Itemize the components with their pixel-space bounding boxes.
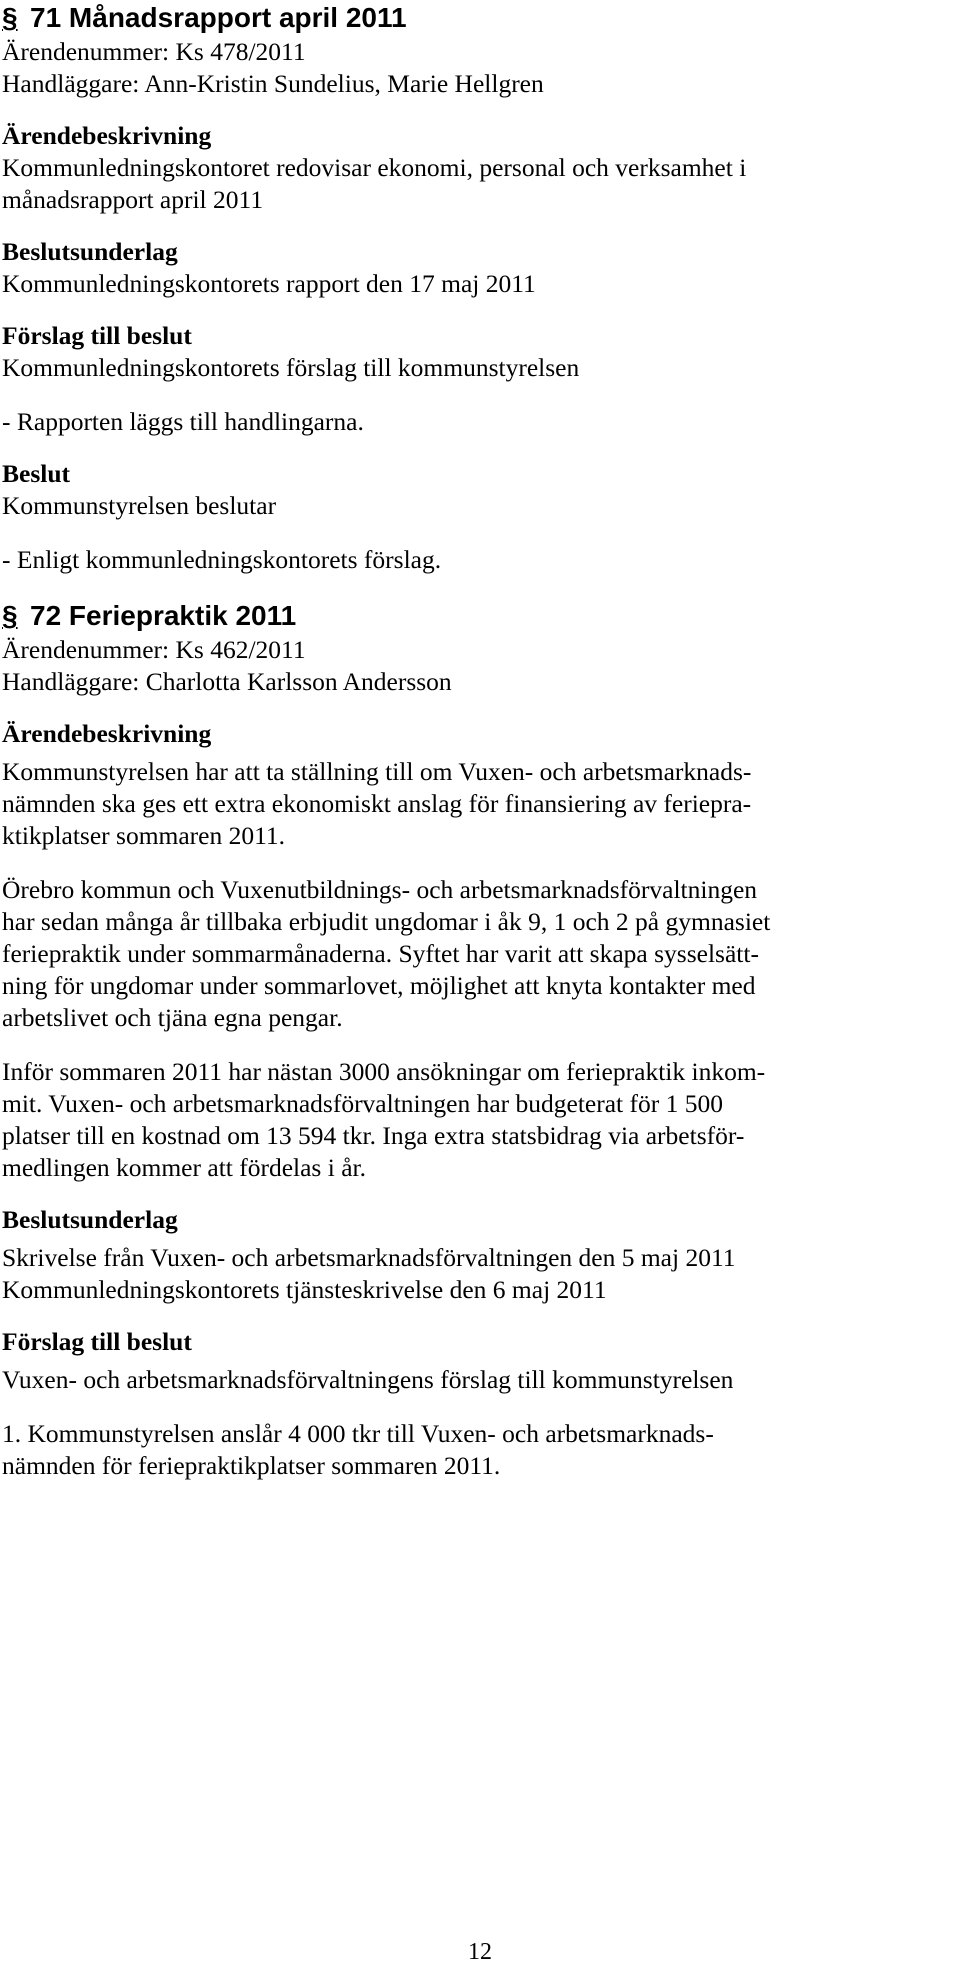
paragraph-sign: § (2, 600, 18, 631)
basis-heading: Beslutsunderlag (2, 1205, 178, 1234)
description-line: mit. Vuxen- och arbetsmarknadsförvaltningen har budgeterat för 1 500 (2, 1089, 723, 1118)
description-line: Kommunledningskontoret redovisar ekonomi, personal och verksamhet i (2, 153, 747, 182)
decision-heading: Beslut (2, 459, 71, 488)
description-line: medlingen kommer att fördelas i år. (2, 1153, 366, 1182)
section-title: 71 Månadsrapport april 2011 (30, 2, 407, 33)
basis-line: Kommunledningskontorets rapport den 17 maj 2011 (2, 269, 536, 298)
description-paragraph (2, 756, 952, 852)
proposal-item: 1. Kommunstyrelsen anslår 4 000 tkr till Vuxen- och arbetsmarknads- (2, 1419, 714, 1448)
description-line: Örebro kommun och Vuxenutbildnings- och arbetsmarknadsförvaltningen (2, 875, 758, 904)
section-71 (2, 0, 952, 576)
case-handlers: Handläggare: Ann-Kristin Sundelius, Marie Hellgren (2, 69, 544, 98)
description-heading: Ärendebeskrivning (2, 121, 212, 150)
proposal-intro: Kommunledningskontorets förslag till kommunstyrelsen (2, 353, 580, 382)
description-line: platser till en kostnad om 13 594 tkr. Inga extra statsbidrag via arbetsför- (2, 1121, 745, 1150)
description-line: har sedan många år tillbaka erbjudit ungdomar i åk 9, 1 och 2 på gymnasiet (2, 907, 771, 936)
basis-line: Skrivelse från Vuxen- och arbetsmarknadsförvaltningen den 5 maj 2011 (2, 1243, 736, 1272)
decision-intro: Kommunstyrelsen beslutar (2, 491, 277, 520)
basis-line: Kommunledningskontorets tjänsteskrivelse den 6 maj 2011 (2, 1275, 607, 1304)
description-line: nämnden ska ges ett extra ekonomiskt anslag för finansiering av feriepra- (2, 789, 752, 818)
section-title: 72 Feriepraktik 2011 (30, 600, 297, 631)
section-heading (2, 0, 952, 36)
proposal-item: - Rapporten läggs till handlingarna. (2, 407, 364, 436)
description-line: Kommunstyrelsen har att ta ställning till om Vuxen- och arbetsmarknads- (2, 757, 752, 786)
section-heading (2, 598, 952, 634)
case-number: Ärendenummer: Ks 478/2011 (2, 37, 306, 66)
description-paragraph (2, 1056, 952, 1184)
description-line: månadsrapport april 2011 (2, 185, 264, 214)
case-handlers: Handläggare: Charlotta Karlsson Andersson (2, 667, 452, 696)
paragraph-sign: § (2, 2, 18, 33)
description-heading: Ärendebeskrivning (2, 719, 212, 748)
decision-item: - Enligt kommunledningskontorets förslag. (2, 545, 442, 574)
description-paragraph (2, 874, 952, 1034)
document-page (2, 0, 952, 1482)
description-line: arbetslivet och tjäna egna pengar. (2, 1003, 343, 1032)
proposal-heading: Förslag till beslut (2, 1327, 192, 1356)
description-line: Inför sommaren 2011 har nästan 3000 ansökningar om feriepraktik inkom- (2, 1057, 766, 1086)
description-line: ning för ungdomar under sommarlovet, möjlighet att knyta kontakter med (2, 971, 756, 1000)
section-72 (2, 598, 952, 1482)
proposal-heading: Förslag till beslut (2, 321, 192, 350)
proposal-intro: Vuxen- och arbetsmarknadsförvaltningens förslag till kommunstyrelsen (2, 1365, 734, 1394)
page-number: 12 (468, 1939, 492, 1965)
case-number: Ärendenummer: Ks 462/2011 (2, 635, 306, 664)
description-line: ktikplatser sommaren 2011. (2, 821, 286, 850)
proposal-item: nämnden för feriepraktikplatser sommaren 2011. (2, 1451, 501, 1480)
basis-heading: Beslutsunderlag (2, 237, 178, 266)
description-line: feriepraktik under sommarmånaderna. Syftet har varit att skapa sysselsätt- (2, 939, 759, 968)
